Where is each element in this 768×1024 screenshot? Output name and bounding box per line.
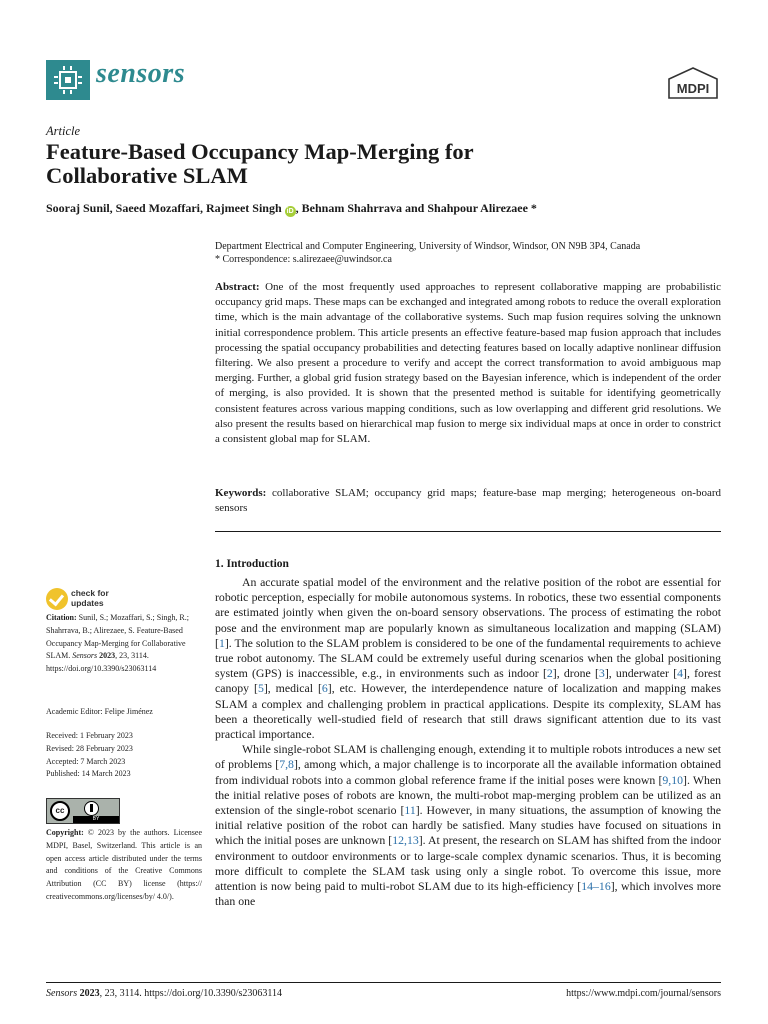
footer-journal-url[interactable]: https://www.mdpi.com/journal/sensors: [566, 988, 721, 999]
affiliation-block: [215, 240, 640, 266]
publisher-name: MDPI: [676, 81, 710, 96]
footer-rule: [46, 982, 721, 983]
citation-link[interactable]: 3: [598, 666, 605, 681]
copyright-text: © 2023 by the authors. Licensee MDPI, Basel, Switzerland. This article is an open access article distributed under the terms and conditions of the Creative Commons Attribution (CC BY) license (https:// creativecommons.org/licenses/by/ 4.0/).: [46, 828, 202, 901]
citation-doi[interactable]: , 23, 3114. https://doi.org/10.3390/s23063114: [46, 651, 157, 674]
publisher-logo: [666, 67, 720, 101]
license-badge-label: BY: [73, 816, 119, 823]
article-title: [46, 140, 566, 188]
keywords-label: Keywords:: [215, 487, 267, 499]
published-date: Published: 14 March 2023: [46, 769, 131, 779]
chip-icon: [59, 71, 77, 89]
check-for-updates-button[interactable]: check for updates: [46, 588, 126, 610]
paragraph-2: While single-robot SLAM is challenging enough, extending it to multiple robots introduces a new set of problems [7,8], among which, a major challenge is to incorporate all the available information obtained from individual robots into a common global reference frame if the initial poses were known [9,10]. When the initial relative poses of robots are known, the multi-robot map-merging problem can be utilized as an extension of the single-robot scenario [11]. However, in many situations, the assumption of knowing the initial relative position of the robot can hardly be satisfied. Many studies have focused on situations in which the initial poses are unknown [12,13]. At present, the research on SLAM has shifted from the indoor environment to outdoor environments or to large-scale complex dynamic scenarios. Thus, it is becoming more difficult to complete the SLAM task using only a single robot. To overcome this issue, more attention is now being paid to multi-robot SLAM due to its high-efficiency [14–16], which involves more than one: [215, 742, 722, 909]
citation-block: Citation: Sunil, S.; Mozaffari, S.; Singh, R.; Shahrrava, B.; Alirezaee, S. Feature-Based Occupancy Map-Merging for Collaborative SLAM. Sensors 2023, 23, 3114. https://doi.org/10.3390/s23063114: [46, 613, 189, 674]
journal-name: sensors: [96, 58, 186, 89]
copyright-block: [46, 827, 202, 904]
dates-block: [46, 730, 202, 781]
received-date: Received: 1 February 2023: [46, 731, 133, 740]
abstract-label: Abstract:: [215, 281, 260, 293]
cc-by-license-badge[interactable]: [46, 798, 120, 824]
academic-editor: Academic Editor: Felipe Jiménez: [46, 707, 153, 716]
cc-icon: cc: [50, 801, 70, 821]
footer-citation: Sensors 2023, 23, 3114. https://doi.org/10.3390/s23063114: [46, 988, 283, 999]
accepted-date: Accepted: 7 March 2023: [46, 756, 126, 766]
section-divider: [215, 531, 721, 532]
journal-logo: [46, 60, 90, 100]
attribution-icon: [84, 801, 99, 816]
citation-link[interactable]: 7,8: [279, 757, 294, 772]
correspondence[interactable]: * Correspondence: s.alirezaee@uwindsor.ca: [215, 254, 392, 265]
abstract: [215, 280, 721, 447]
citation-label: Citation:: [46, 613, 77, 622]
copyright-label: Copyright:: [46, 828, 84, 837]
revised-date: Revised: 28 February 2023: [46, 743, 133, 753]
citation-link[interactable]: 4: [677, 666, 684, 681]
keywords-text: collaborative SLAM; occupancy grid maps; feature-base map merging; heterogeneous on-board sensors: [215, 487, 721, 515]
body-text: [215, 575, 721, 909]
citation-link[interactable]: 5: [257, 681, 264, 696]
section-heading: 1. Introduction: [215, 558, 289, 570]
citation-link[interactable]: 14–16: [581, 879, 611, 894]
title-line-1: Feature-Based Occupancy Map-Merging for: [46, 139, 474, 164]
citation-link[interactable]: 1: [218, 635, 225, 650]
keywords: [215, 486, 721, 516]
citation-link[interactable]: 6: [321, 681, 328, 696]
paragraph-1: An accurate spatial model of the environment and the relative position of the robot are essential for robotic perception, especially for mobile autonomous systems. In robotics, these two essential components are estimated jointly when given the on-board sensory observations. The process of estimating the robot pose and the environment map are popularly known as simultaneous localization and mapping (SLAM) [1]. The solution to the SLAM problem is considered to be one of the fundamental requirements to achieve true robot autonomy. The SLAM could be extremely useful during scenarios when the global positioning system (GPS) is inaccessible, e.g., in environments such as indoor [2], drone [3], underwater [4], forest canopy [5], medical [6], etc. However, the interdependence nature of localization and mapping makes SLAM a complex and challenging problem in practical applications. Despite its complexity, SLAM has been a theoretically well-studied field of research that still draws significant attention due to its vast practical importance.: [215, 575, 721, 742]
footer-doi[interactable]: , 23, 3114. https://doi.org/10.3390/s23063114: [99, 988, 283, 999]
title-line-2: Collaborative SLAM: [46, 163, 248, 188]
check-icon: [46, 588, 68, 610]
orcid-icon[interactable]: iD: [286, 208, 294, 215]
affiliation: Department Electrical and Computer Engineering, University of Windsor, Windsor, ON N9B 3P4, Canada: [215, 241, 641, 252]
authors-part-1[interactable]: Sooraj Sunil, Saeed Mozaffari, Rajmeet Singh: [46, 201, 282, 215]
citation-link[interactable]: 2: [546, 666, 553, 681]
citation-link[interactable]: 12,13: [392, 833, 419, 848]
authors-part-2[interactable]: , Behnam Shahrrava and Shahpour Alirezaee *: [295, 201, 537, 215]
author-list: [46, 201, 537, 217]
citation-link[interactable]: 9,10: [662, 772, 684, 787]
citation-link[interactable]: 11: [404, 803, 416, 818]
article-type: Article: [46, 124, 81, 138]
abstract-text: One of the most frequently used approaches to represent collaborative mapping are probabilistic occupancy grid maps. These maps can be exchanged and integrated among robots to reduce the overall exploration time, which is the main advantage of the collaborative systems. Such map fusion requires solving the unknown initial correspondence problem. This article presents an effective feature-based map fusion approach that includes processing the spatial occupancy probabilities and detecting features based on locally adaptive nonlinear diffusion filtering. We also present a procedure to verify and accept the correct transformation to avoid ambiguous map merging. Further, a global grid fusion strategy based on the Bayesian inference, which is independent of the order of merging, is also provided. It is shown that the presented method is suitable for identifying geometrically consistent features across various mapping conditions, such as low overlapping and different grid resolutions. We also present the results based on hierarchical map fusion to merge six individual maps at once in order to constrict a consistent global map for SLAM.: [215, 281, 721, 446]
